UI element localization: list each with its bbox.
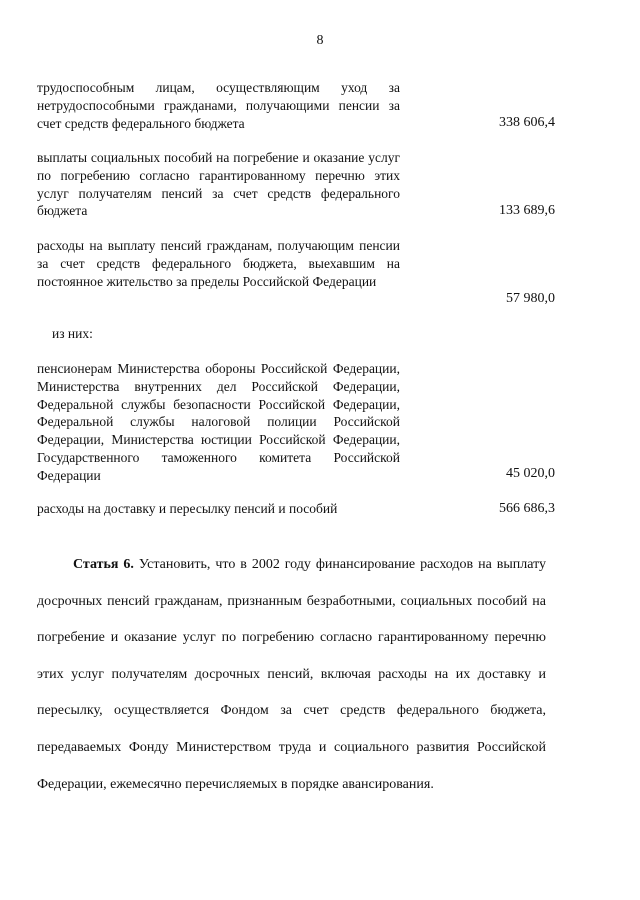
entry-caregivers-amount: 338 606,4 [499,115,555,130]
entry-ministry-pensioners-text: пенсионерам Министерства обороны Российской Федерации, Министерства внутренних дел Российской Федерации, Федеральной службы безопасности Российской Федерации, Федеральной службы налоговой полиции Российской Федерации, Министерства юстиции Российской Федерации, Государственного таможенного комитета Российской Федерации [37,361,400,483]
entry-funeral-benefits-amount: 133 689,6 [499,203,555,218]
article-text: Установить, что в 2002 году финансирование расходов на выплату досрочных пенсий гражданам, признанным безработными, социальных пособий на погребение и оказание услуг по погребению согласно гарантированному перечню этих услуг получателям досрочных пенсий, включая расходы на их доставку и пересылку, осуществляется Фондом за счет средств федерального бюджета, передаваемых Фонду Министерством труда и социального развития Российской Федерации, ежемесячно перечисляемых в порядке авансирования. [37,557,547,792]
entry-delivery-costs-text: расходы на доставку и пересылку пенсий и пособий [37,501,338,516]
entry-emigrant-pensions-text: расходы на выплату пенсий гражданам, получающим пенсии за счет средств федерального бюджета, выехавшим на постоянное жительство за пределы Российской Федерации [37,238,400,289]
entry-emigrant-pensions-amount: 57 980,0 [506,291,555,306]
article-paragraph [37,547,546,803]
entry-ministry-pensioners-amount: 45 020,0 [506,466,555,481]
entry-funeral-benefits-text: выплаты социальных пособий на погребение и оказание услуг по погребению согласно гарантированному перечню этих услуг получателям пенсий за счет средств федерального бюджета [37,150,400,219]
article-label: Статья 6. [73,557,134,572]
page-number: 8 [316,33,324,48]
entry-delivery-costs-amount: 566 686,3 [499,501,555,516]
entry-caregivers-text: трудоспособным лицам, осуществляющим уход за нетрудоспособными гражданами, получающими пенсии за счет средств федерального бюджета [37,80,400,131]
sub-heading: из них: [52,326,93,341]
